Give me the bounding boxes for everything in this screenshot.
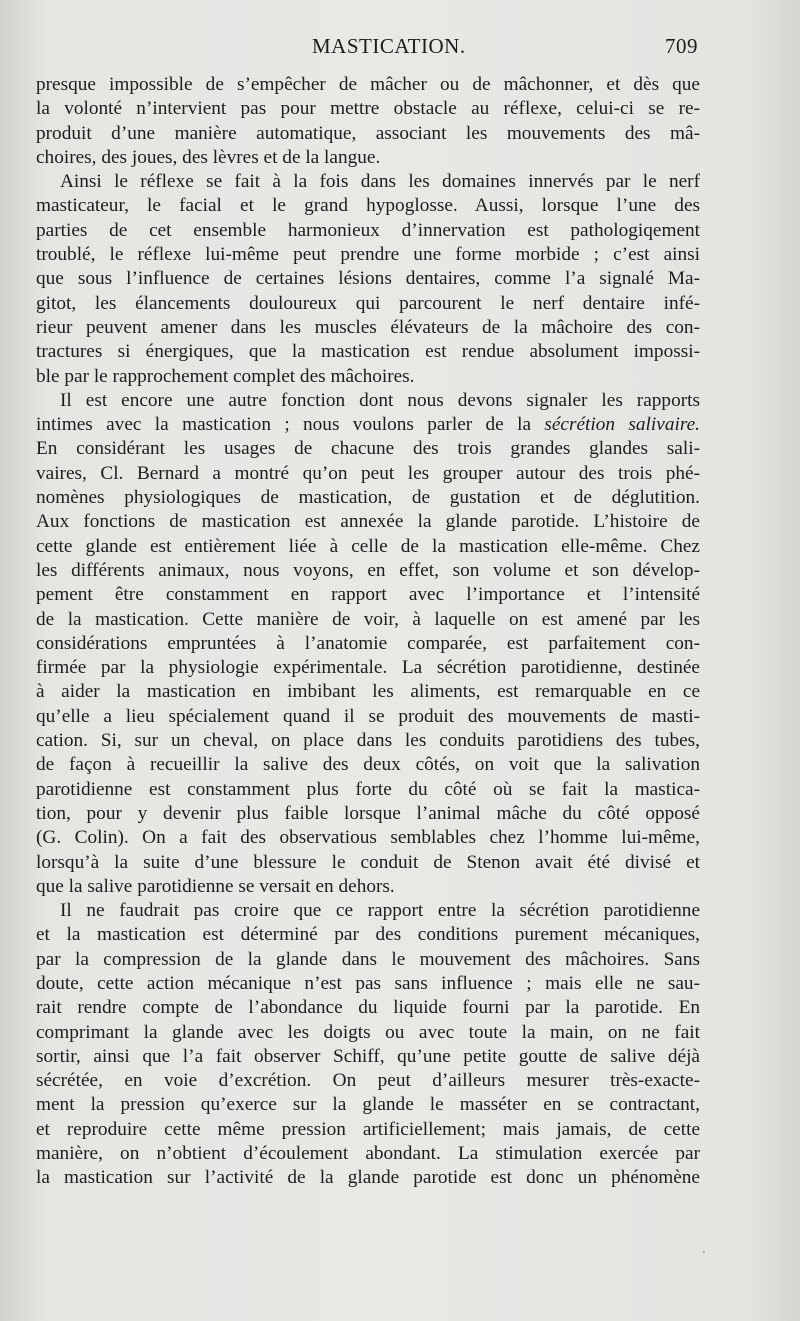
text-line: Aux fonctions de mastication est annexée la glande parotide. L’histoire de [36, 511, 700, 533]
paragraph-3 [36, 389, 700, 899]
text-line: gitot, les élancements douloureux qui parcourent le nerf dentaire infé- [36, 292, 700, 314]
text-line: rait rendre compte de l’abondance du liquide fourni par la parotide. En [36, 997, 700, 1019]
paragraph-1 [36, 73, 700, 170]
text-line: de la mastication. Cette manière de voir, à laquelle on est amené par les [36, 608, 700, 630]
text-line: qu’elle a lieu spécialement quand il se produit des mouvements de masti- [36, 705, 700, 727]
text-line: produit d’une manière automatique, associant les mouvements des mâ- [36, 122, 700, 144]
page-header [36, 34, 698, 60]
text-line: et reproduire cette même pression artificiellement; mais jamais, de cette [36, 1118, 700, 1140]
text-line: les différents animaux, nous voyons, en effet, son volume et son dévelop- [36, 559, 700, 581]
paragraph-4 [36, 899, 700, 1191]
text-line: (G. Colin). On a fait des observatious semblables chez l’homme lui-même, [36, 827, 700, 849]
text-line: vaires, Cl. Bernard a montré qu’on peut les grouper autour des trois phé- [36, 462, 700, 484]
text-line: par la compression de la glande dans le mouvement des mâchoires. Sans [36, 948, 700, 970]
text-line: que sous l’influence de certaines lésions dentaires, comme l’a signalé Ma- [36, 268, 700, 290]
text-line: sécrétée, en voie d’excrétion. On peut d’ailleurs mesurer très-exacte- [36, 1070, 700, 1092]
text-line: firmée par la physiologie expérimentale. La sécrétion parotidienne, destinée [36, 657, 700, 679]
text-line: à aider la mastication en imbibant les aliments, est remarquable en ce [36, 681, 700, 703]
emphasis-text: sécrétion salivaire. [544, 414, 700, 436]
text-line: En considérant les usages de chacune des trois grandes glandes sali- [36, 438, 700, 460]
text-line: masticateur, le facial et le grand hypoglosse. Aussi, lorsque l’une des [36, 195, 700, 217]
text-line: troublé, le réflexe lui-même peut prendre une forme morbide ; c’est ainsi [36, 244, 700, 266]
text-line: considérations empruntées à l’anatomie comparée, est parfaitement con- [36, 632, 700, 654]
text-line: rieur peuvent amener dans les muscles élévateurs de la mâchoire des con- [36, 316, 700, 338]
running-title: MASTICATION. [312, 34, 466, 58]
text-line: Ainsi le réflexe se fait à la fois dans les domaines innervés par le nerf [60, 171, 700, 193]
text-line: tion, pour y devenir plus faible lorsque l’animal mâche du côté opposé [36, 802, 700, 824]
text-line: sortir, ainsi que l’a fait observer Schiff, qu’une petite goutte de salive déjà [36, 1045, 700, 1067]
text-line: la volonté n’intervient pas pour mettre obstacle au réflexe, celui-ci se re- [36, 98, 700, 120]
text-line: la mastication sur l’activité de la glande parotide est donc un phénomène [36, 1167, 700, 1189]
text-line: Il ne faudrait pas croire que ce rapport entre la sécrétion parotidienne [60, 900, 700, 922]
text-line: presque impossible de s’empêcher de mâcher ou de mâchonner, et dès que [36, 74, 700, 95]
text-line: de façon à recueillir la salive des deux côtés, on voit que la salivation [36, 754, 700, 776]
text-line: comprimant la glande avec les doigts ou avec toute la main, on ne fait [36, 1021, 700, 1043]
page-body [36, 73, 700, 1191]
text-line: nomènes physiologiques de mastication, de gustation et de déglutition. [36, 487, 700, 509]
text-line: cation. Si, sur un cheval, on place dans les conduits parotidiens des tubes, [36, 730, 700, 752]
text-line: pement être constamment en rapport avec l’importance et l’intensité [36, 584, 700, 606]
paragraph-2 [36, 170, 700, 389]
text-line: choires, des joues, des lèvres et de la langue. [36, 146, 381, 168]
text-line: parties de cet ensemble harmonieux d’innervation est pathologiqement [36, 219, 700, 241]
text-line: parotidienne est constamment plus forte du côté où se fait la mastica- [36, 778, 700, 800]
page-number: 709 [665, 34, 698, 58]
text-line: ment la pression qu’exerce sur la glande le masséter en se contractant, [36, 1094, 700, 1116]
text-line [36, 413, 700, 437]
text-line: cette glande est entièrement liée à celle de la mastication elle-même. Chez [36, 535, 700, 557]
text-line: lorsqu’à la suite d’une blessure le conduit de Stenon avait été divisé et [36, 851, 700, 873]
text-line: et la mastication est déterminé par des conditions purement mécaniques, [36, 924, 700, 946]
text-line: tractures si énergiques, que la mastication est rendue absolument impossi- [36, 341, 700, 363]
ink-speck: · [702, 1245, 706, 1259]
text-line: manière, on n’obtient d’écoulement abondant. La stimulation exercée par [36, 1143, 700, 1165]
text-fragment: intimes avec la mastication ; nous voulons parler de la [36, 414, 545, 436]
text-line: Il est encore une autre fonction dont nous devons signaler les rapports [60, 389, 700, 411]
text-line: doute, cette action mécanique n’est pas sans influence ; mais elle ne sau- [36, 972, 700, 994]
text-line: que la salive parotidienne se versait en dehors. [36, 875, 395, 897]
text-line: ble par le rapprochement complet des mâchoires. [36, 365, 415, 387]
